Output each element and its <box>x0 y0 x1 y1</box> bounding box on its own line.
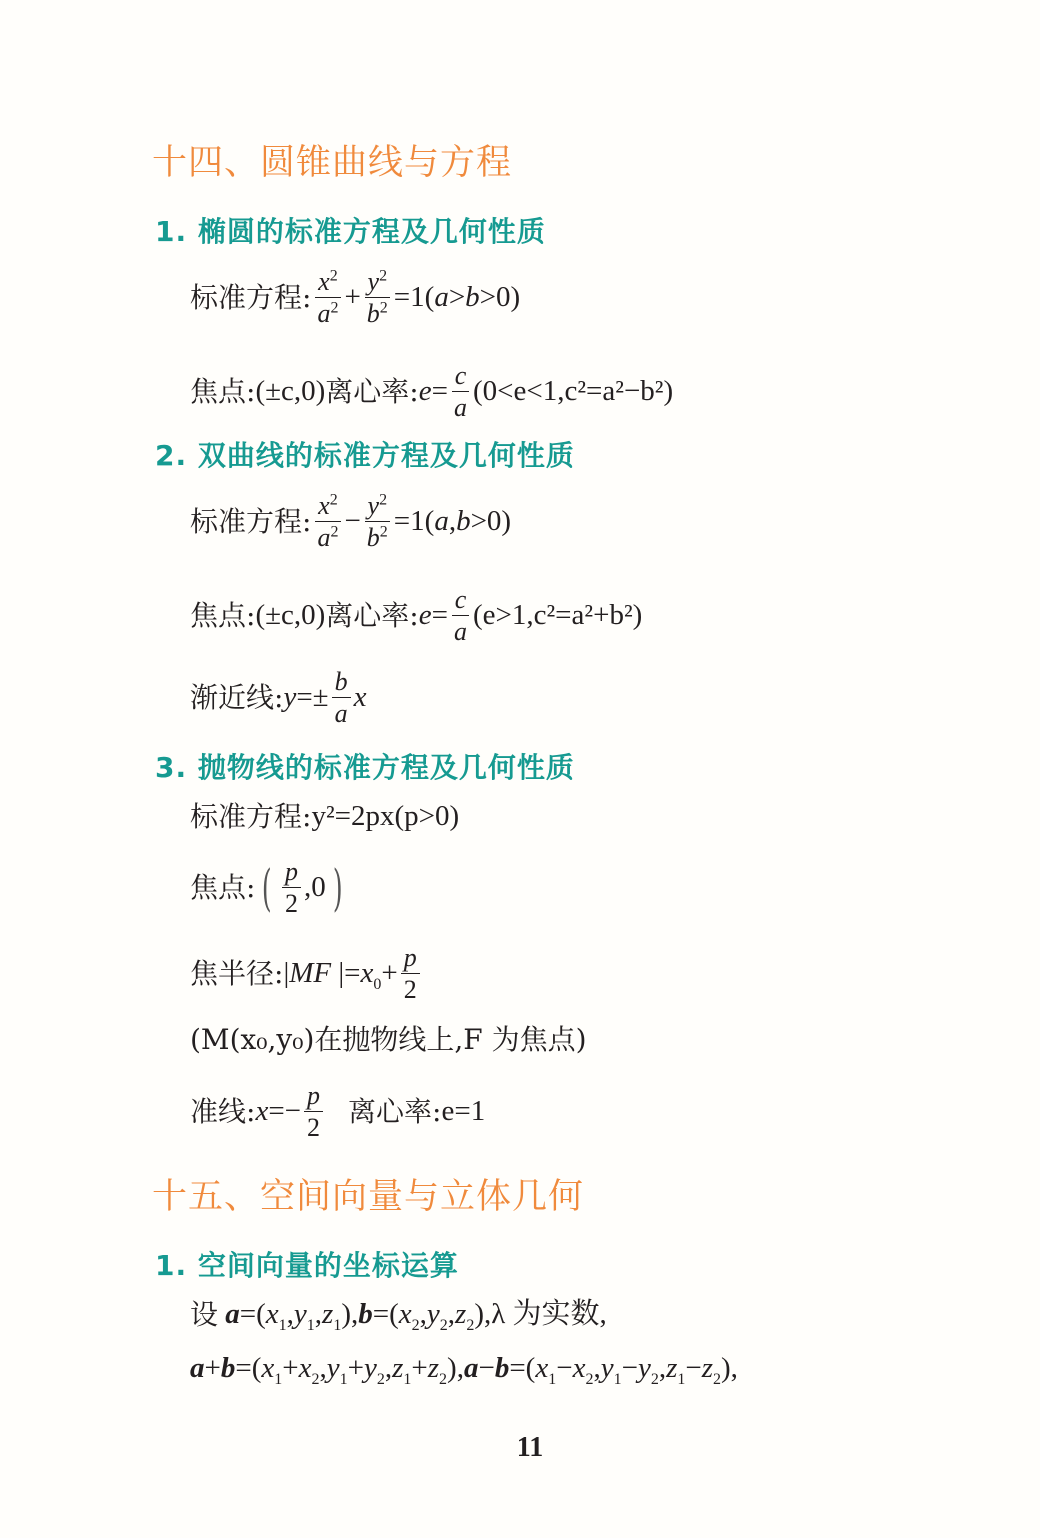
formula-label: 准线: <box>190 1094 256 1128</box>
fraction: $\frac{b}{a}$ <box>332 668 351 728</box>
formula-label: 离心率: <box>325 598 419 632</box>
formula-value: e=1 <box>441 1095 486 1128</box>
section-heading: 3. 抛物线的标准方程及几何性质 <box>155 751 575 784</box>
formula-label: 焦点: <box>190 374 256 408</box>
formula-label: 离心率: <box>325 374 419 408</box>
fraction: $\frac{p}{2}$ <box>282 858 301 918</box>
page-number: 11 <box>516 1432 544 1463</box>
formula-line: $a+b=(x_1+x_2,y_1+y_2,z_1+z_2),a-b=(x_1-x_2,y_1-y_2,z_1-z_2)$, <box>190 1352 738 1388</box>
formula-value: (0<e<1,c²=a²−b²) <box>472 375 674 408</box>
formula-label: 离心率: <box>348 1094 442 1128</box>
formula-line <box>190 799 460 833</box>
formula-line: 标准方程: $\frac{x^2}{a^2}$ + $\frac{y^2}{b^2}$ =1(a>b>0) <box>190 267 521 329</box>
formula-line: 准线: x=− $\frac{p}{2}$ 离心率: e=1 <box>190 1081 486 1143</box>
fraction: $\frac{c}{a}$ <box>451 586 470 646</box>
section-heading: 1. 空间向量的坐标运算 <box>155 1249 459 1282</box>
fraction: $\frac{y^2}{b^2}$ <box>364 492 391 552</box>
formula-line: 焦点: (±c,0) 离心率: e= $\frac{c}{a}$ (0<e<1,c²=a²−b²) <box>190 361 674 423</box>
formula-label: 标准方程: <box>190 280 312 314</box>
fraction: $\frac{c}{a}$ <box>451 362 470 422</box>
formula-value: λ 为实数, <box>491 1298 607 1330</box>
fraction: $\frac{p}{2}$ <box>401 944 420 1004</box>
formula-label: 设 <box>190 1297 219 1331</box>
fraction: $\frac{x^2}{a^2}$ <box>314 268 341 328</box>
chapter-title: 十五、空间向量与立体几何 <box>152 1177 585 1217</box>
formula-value: y²=2px(p>0) <box>311 800 460 832</box>
formula-line: 设 $a=(x_1,y_1,z_1),b=(x_2,y_2,z_2)$, λ 为实数, <box>190 1297 607 1334</box>
fraction: $\frac{p}{2}$ <box>304 1082 323 1142</box>
formula-label: 渐近线: <box>190 680 284 714</box>
formula-value: (e>1,c²=a²+b²) <box>472 599 643 632</box>
formula-label: 标准方程: <box>190 799 312 833</box>
formula-label: 焦点: <box>190 598 256 632</box>
formula-value: (±c,0) <box>255 599 326 632</box>
formula-line: 标准方程: $\frac{x^2}{a^2}$ − $\frac{y^2}{b^2}$ =1(a,b>0) <box>190 491 512 553</box>
formula-label: 焦半径: <box>190 956 284 990</box>
chapter-title: 十四、圆锥曲线与方程 <box>152 143 513 183</box>
formula-line: 焦半径: |MF $|=x_0+$ $\frac{p}{2}$ <box>190 944 423 1004</box>
formula-line: 焦点: ( $\frac{p}{2}$ ,0 ) <box>190 857 343 919</box>
fraction: $\frac{x^2}{a^2}$ <box>314 492 341 552</box>
formula-label: 标准方程: <box>190 504 312 538</box>
section-heading: 1. 椭圆的标准方程及几何性质 <box>155 215 546 248</box>
formula-line: 焦点: (±c,0) 离心率: e= $\frac{c}{a}$ (e>1,c²=a²+b²) <box>190 585 643 647</box>
fraction: $\frac{y^2}{b^2}$ <box>364 268 391 328</box>
note-line: (M(x₀,y₀)在抛物线上,F 为焦点) <box>190 1023 587 1056</box>
formula-value: (±c,0) <box>255 375 326 408</box>
formula-line: 渐近线: y=± $\frac{b}{a}$ x <box>190 667 367 729</box>
section-heading: 2. 双曲线的标准方程及几何性质 <box>155 439 575 472</box>
formula-label: 焦点: <box>190 870 256 904</box>
